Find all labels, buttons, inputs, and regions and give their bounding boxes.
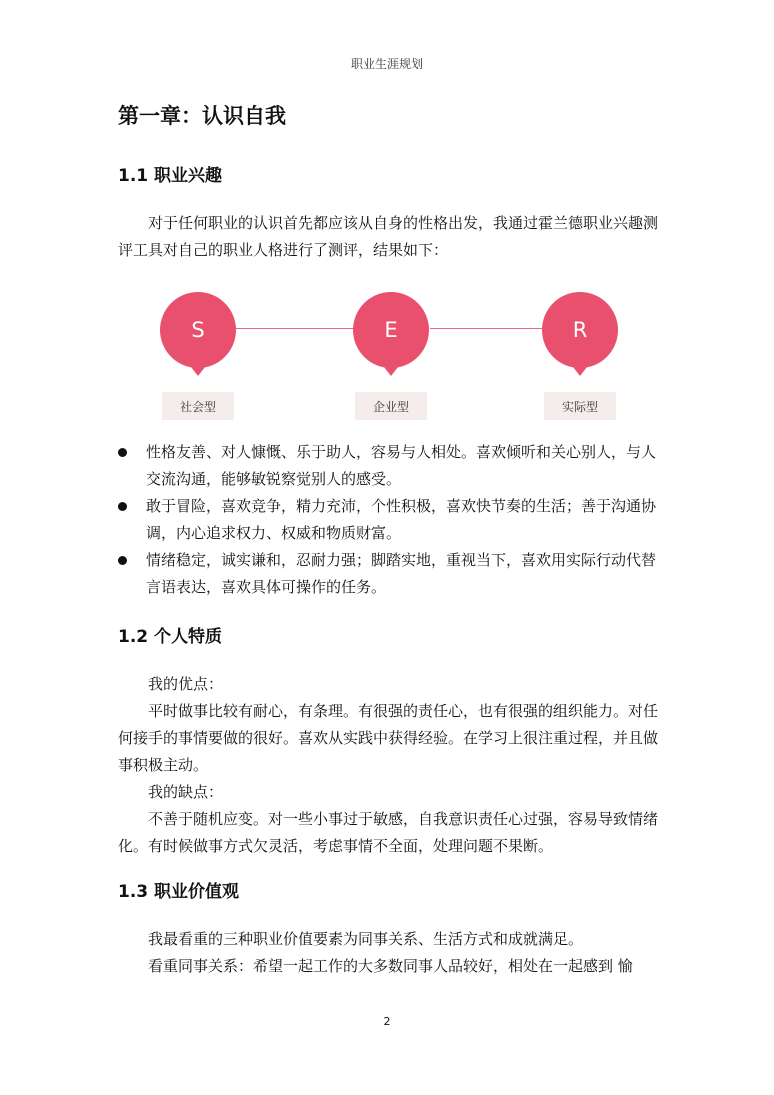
node-circle: R: [542, 292, 618, 368]
node-label: 企业型: [355, 392, 427, 420]
strengths-text: 平时做事比较有耐心，有条理。有很强的责任心，也有很强的组织能力。对任何接手的事情要做的很好。喜欢从实践中获得经验。在学习上很注重过程，并且做事积极主动。: [118, 702, 659, 774]
section-title-traits: 1.2 个人特质: [118, 627, 223, 647]
weaknesses-text: 不善于随机应变。对一些小事过于敏感，自我意识责任心过强，容易导致情绪化。有时候做事方式欠灵活，考虑事情不全面，处理问题不果断。: [118, 810, 659, 855]
values-para-1: 我最看重的三种职业价值要素为同事关系、生活方式和成就满足。: [148, 930, 584, 948]
node-circle: S: [160, 292, 236, 368]
weaknesses-label: 我的缺点：: [148, 783, 224, 801]
holland-node-e: [353, 292, 429, 414]
values-para-2: 看重同事关系：希望一起工作的大多数同事人品较好，相处在一起感到 愉: [148, 957, 633, 975]
holland-code-diagram: [160, 292, 620, 422]
chapter-title: 第一章：认识自我: [118, 104, 286, 128]
node-label: 社会型: [162, 392, 234, 420]
interest-intro: 对于任何职业的认识首先都应该从自身的性格出发，我通过霍兰德职业兴趣测评工具对自己的职业人格进行了测评，结果如下：: [118, 214, 659, 259]
connector-line: [236, 328, 354, 329]
node-circle: E: [353, 292, 429, 368]
page-header: 职业生涯规划: [350, 57, 423, 71]
holland-node-r: [542, 292, 618, 414]
list-item: 性格友善、对人慷慨、乐于助人，容易与人相处。喜欢倾听和关心别人，与人交流沟通，能够敏锐察觉别人的感受。: [118, 439, 663, 493]
strengths-label: 我的优点：: [148, 675, 224, 693]
section-title-interest: 1.1 职业兴趣: [118, 166, 223, 186]
page-number: 2: [383, 1015, 391, 1028]
node-label: 实际型: [544, 392, 616, 420]
connector-line: [430, 328, 542, 329]
list-item: 情绪稳定，诚实谦和，忍耐力强；脚踏实地，重视当下，喜欢用实际行动代替言语表达，喜欢具体可操作的任务。: [118, 547, 663, 601]
interest-bullet-list: [118, 439, 663, 601]
list-item: 敢于冒险，喜欢竞争，精力充沛，个性积极，喜欢快节奏的生活；善于沟通协调，内心追求权力、权威和物质财富。: [118, 493, 663, 547]
section-title-values: 1.3 职业价值观: [118, 882, 240, 902]
holland-node-s: [160, 292, 236, 414]
